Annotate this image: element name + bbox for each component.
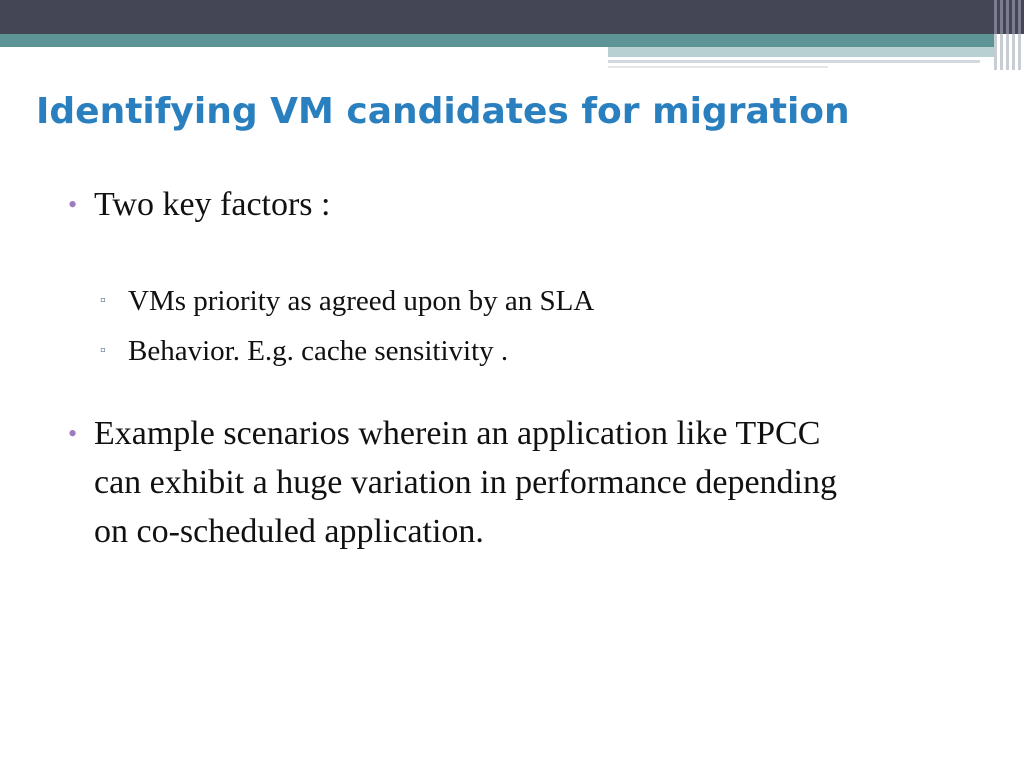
bullet-item [66, 409, 854, 556]
slide-content [66, 180, 866, 556]
header-accent-bar [608, 47, 1000, 57]
header-vertical-stripes-dark [994, 0, 1024, 34]
hollow-square-bullet-icon: ▫ [100, 292, 106, 309]
bullet-dot-icon: • [68, 419, 78, 448]
sub-bullet-item [66, 326, 866, 376]
hollow-square-bullet-icon: ▫ [100, 342, 106, 359]
bullet-text: Two key factors : [94, 186, 331, 223]
bullet-dot-icon: • [68, 190, 78, 219]
sub-bullet-text: VMs priority as agreed upon by an SLA [128, 285, 595, 317]
header-bar-teal [0, 34, 1000, 47]
spacer [66, 376, 866, 409]
header-accent-line-thin [608, 66, 828, 68]
slide-title: Identifying VM candidates for migration [36, 91, 850, 132]
header-accent-line [608, 60, 980, 63]
sub-bullet-item [66, 276, 866, 326]
bullet-text: Example scenarios wherein an application like TPCC can exhibit a huge variation in performance depending on co-scheduled application. [94, 415, 837, 550]
sub-bullet-list [66, 276, 866, 376]
sub-bullet-text: Behavior. E.g. cache sensitivity . [128, 335, 509, 367]
bullet-item [66, 180, 866, 229]
header-bar-dark [0, 0, 1024, 34]
